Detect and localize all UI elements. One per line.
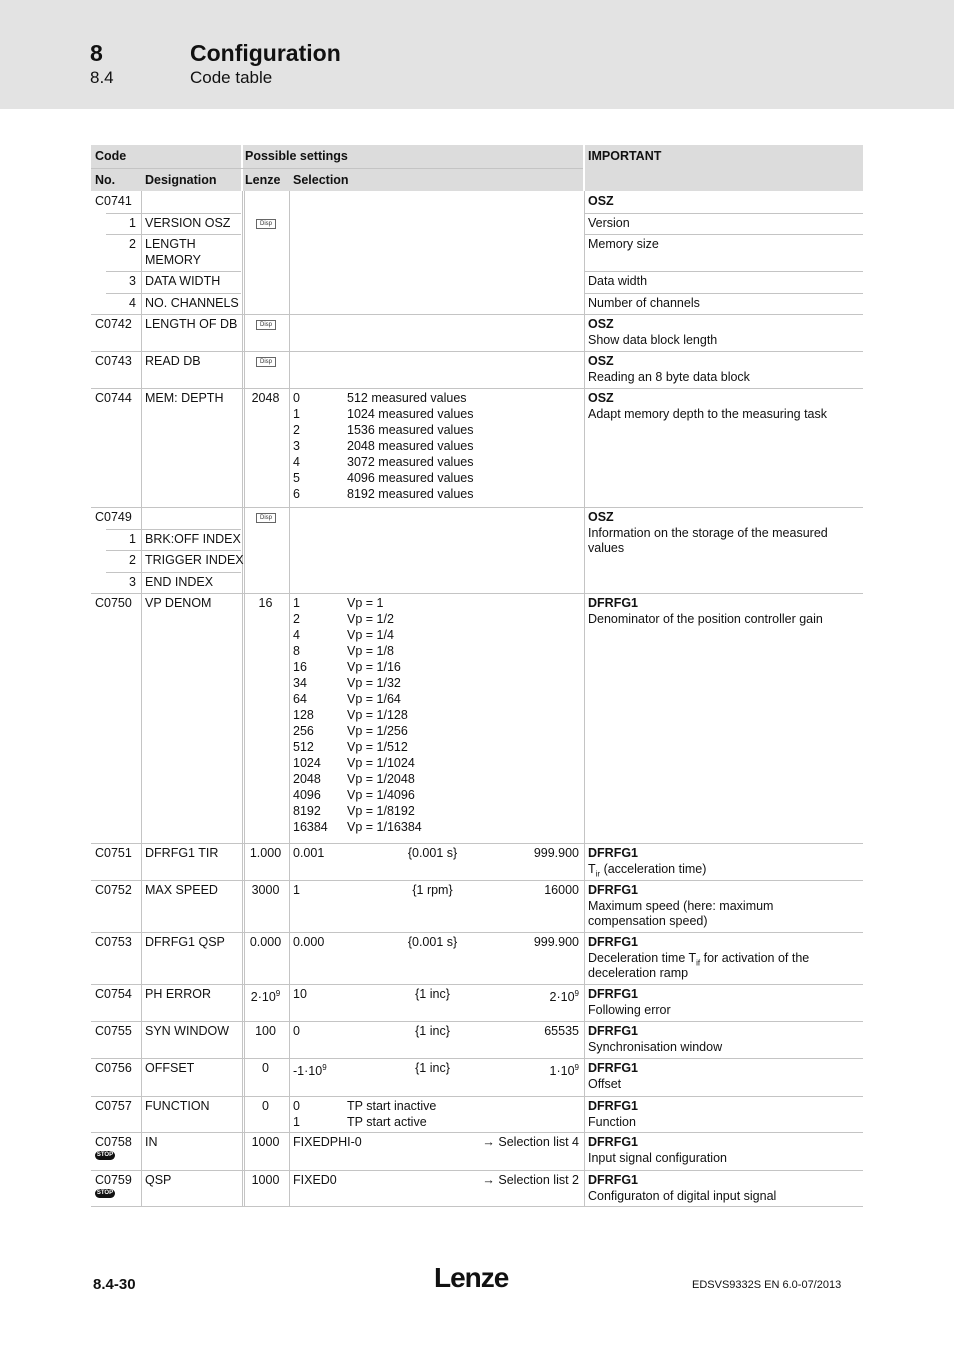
page-number: 8.4-30 (93, 1276, 136, 1293)
option-label: Vp = 1/16 (347, 660, 401, 674)
designation: DFRFG1 TIR (145, 846, 219, 860)
important-text-rest: for activation of the (700, 951, 810, 965)
min-value: 10 (293, 987, 307, 1001)
row-separator (106, 529, 241, 530)
option-value: 1 (293, 407, 300, 421)
option-label: 1536 measured values (347, 423, 474, 437)
lenze-value: 0 (262, 1099, 269, 1113)
range-max (480, 882, 579, 898)
selection-list-link: → Selection list 4 (482, 1135, 579, 1149)
header-important: IMPORTANT (588, 149, 662, 163)
important-text (588, 1076, 621, 1092)
important-subscript: if (696, 958, 701, 968)
option-value: 6 (293, 487, 300, 501)
range-unit: {1 rpm} (412, 883, 453, 897)
range-max (480, 1023, 579, 1039)
code-C0756: C0756 (95, 1061, 132, 1075)
range-max (480, 986, 579, 1005)
row-separator (91, 351, 863, 352)
lenze-value: 16 (258, 596, 273, 610)
range-unit: {1 inc} (415, 1061, 450, 1075)
important-title: DFRFG1 (588, 846, 638, 860)
important-text (588, 1114, 636, 1130)
option-value: 4096 (293, 788, 321, 802)
selection-source: FIXEDPHI-0 (293, 1135, 362, 1149)
option-value: 8 (293, 644, 300, 658)
option-label: Vp = 1/32 (347, 676, 401, 690)
option-label: 512 measured values (347, 391, 467, 405)
min-value: 0.000 (293, 935, 325, 949)
row-separator (91, 1096, 863, 1097)
designation: PH ERROR (145, 987, 211, 1001)
option-label: 1024 measured values (347, 407, 474, 421)
range-min (293, 882, 300, 898)
lenze-default (243, 1172, 288, 1188)
disp-icon: Disp (256, 320, 276, 330)
table-header-divider (91, 168, 583, 169)
max-value: 16000 (544, 883, 579, 897)
designation: IN (145, 1135, 158, 1149)
lenze-default (243, 390, 288, 406)
important-text (588, 611, 823, 627)
designation: END INDEX (145, 575, 214, 589)
max-exponent: 9 (574, 989, 579, 998)
important-text (588, 215, 630, 231)
chapter-number: 8 (90, 40, 103, 66)
important-title: OSZ (588, 354, 614, 368)
option-label: 4096 measured values (347, 471, 474, 485)
important-subscript: ir (595, 869, 601, 879)
important-text-main: Information on the storage of the measured (588, 526, 828, 540)
important-text (588, 898, 773, 914)
designation: NO. CHANNELS (145, 296, 239, 310)
code-C0755: C0755 (95, 1024, 132, 1038)
range-max (480, 1060, 579, 1079)
important-text (588, 273, 647, 289)
important-text-line2: values (588, 541, 625, 555)
min-value: 0.001 (293, 846, 325, 860)
important-title: DFRFG1 (588, 1099, 638, 1113)
important-text (588, 406, 827, 422)
range-min (293, 986, 307, 1002)
option-label: TP start active (347, 1115, 427, 1129)
lenze-value: 2·10 (250, 990, 276, 1005)
row-separator (106, 271, 241, 272)
important-text (588, 1002, 671, 1018)
code-C0742: C0742 (95, 317, 132, 331)
range-unit: {0.001 s} (407, 935, 458, 949)
important-title: DFRFG1 (588, 1173, 638, 1187)
option-value: 16384 (293, 820, 328, 834)
option-label: 8192 measured values (347, 487, 474, 501)
important-text-main: Number of channels (588, 296, 700, 310)
option-value: 4 (293, 628, 300, 642)
option-value: 0 (293, 391, 300, 405)
lenze-value: 2048 (251, 391, 280, 405)
lenze-value: 1000 (251, 1173, 280, 1187)
option-value: 2 (293, 612, 300, 626)
max-value: 2·10 (549, 990, 575, 1005)
lenze-value: 1.000 (249, 846, 282, 860)
range-min (293, 845, 324, 861)
max-value: 999.900 (533, 846, 579, 860)
important-text-main: Input signal configuration (588, 1151, 727, 1165)
designation: FUNCTION (145, 1099, 210, 1113)
lenze-default (243, 845, 288, 861)
table-bottom (91, 1206, 863, 1207)
important-text (588, 1039, 722, 1055)
section-title: Code table (190, 68, 273, 87)
lenze-default (243, 986, 288, 1005)
designation: DFRFG1 QSP (145, 935, 225, 949)
option-label: Vp = 1/1024 (347, 756, 415, 770)
important-title: OSZ (588, 194, 614, 208)
important-title: OSZ (588, 391, 614, 405)
stop-icon: STOP (96, 1152, 114, 1158)
designation: LENGTH (145, 237, 196, 251)
range-max (480, 934, 579, 950)
designation: DATA WIDTH (145, 274, 221, 288)
option-value: 512 (293, 740, 314, 754)
lenze-value: 0 (262, 1061, 269, 1075)
row-separator (91, 880, 863, 881)
option-label: Vp = 1 (347, 596, 384, 610)
lenze-value: 3000 (251, 883, 280, 897)
important-text-main: Data width (588, 274, 648, 288)
sub-number: 1 (129, 216, 136, 230)
column-divider-1 (242, 191, 243, 1206)
sub-number: 1 (129, 532, 136, 546)
option-label: Vp = 1/4096 (347, 788, 415, 802)
designation: VERSION OSZ (145, 216, 231, 230)
sub-number: 4 (129, 296, 136, 310)
row-separator-important (585, 234, 863, 235)
sub-number: 2 (129, 237, 136, 251)
important-text-main: Synchronisation window (588, 1040, 723, 1054)
row-separator (91, 507, 863, 508)
important-text (588, 295, 700, 311)
important-text-main: Deceleration time T (588, 951, 697, 965)
sub-number: 3 (129, 274, 136, 288)
option-value: 8192 (293, 804, 321, 818)
option-value: 64 (293, 692, 307, 706)
important-title: DFRFG1 (588, 1135, 638, 1149)
stop-icon: STOP (96, 1190, 114, 1196)
max-value: 65535 (544, 1024, 579, 1038)
row-separator (91, 1058, 863, 1059)
option-value: 1 (293, 596, 300, 610)
designation: TRIGGER INDEX (145, 553, 244, 567)
range-min (293, 1060, 327, 1079)
row-separator (106, 213, 241, 214)
lenze-value: 1000 (251, 1135, 280, 1149)
row-separator (91, 593, 863, 594)
option-value: 2 (293, 423, 300, 437)
row-separator (106, 293, 241, 294)
option-label: Vp = 1/512 (347, 740, 408, 754)
option-value: 0 (293, 1099, 300, 1113)
option-label: TP start inactive (347, 1099, 437, 1113)
designation: MEM: DEPTH (145, 391, 224, 405)
page-header (0, 0, 954, 109)
important-title: DFRFG1 (588, 596, 638, 610)
header-selection: Selection (293, 173, 349, 187)
designation: VP DENOM (145, 596, 212, 610)
option-value: 4 (293, 455, 300, 469)
important-text-main: Offset (588, 1077, 622, 1091)
option-value: 34 (293, 676, 307, 690)
option-label: Vp = 1/2048 (347, 772, 415, 786)
header-no: No. (95, 173, 116, 187)
row-separator-important (585, 271, 863, 272)
header-code: Code (95, 149, 127, 163)
row-separator (91, 1021, 863, 1022)
lenze-default (243, 1098, 288, 1114)
important-title: OSZ (588, 317, 614, 331)
range-max (480, 845, 579, 861)
option-label: Vp = 1/256 (347, 724, 408, 738)
range-unit: {1 inc} (415, 987, 450, 1001)
option-label: Vp = 1/128 (347, 708, 408, 722)
option-label: Vp = 1/64 (347, 692, 401, 706)
lenze-default (243, 1060, 288, 1076)
important-text (588, 1188, 776, 1204)
document-id: EDSVS9332S EN 6.0-07/2013 (692, 1279, 842, 1291)
option-value: 5 (293, 471, 300, 485)
code-C0758: C0758 (95, 1135, 132, 1149)
designation-line2: MEMORY (145, 253, 202, 267)
important-text-main: Reading an 8 byte data block (588, 370, 750, 384)
lenze-default (243, 1134, 288, 1150)
important-text (588, 332, 717, 348)
header-lenze: Lenze (245, 173, 281, 187)
option-value: 1024 (293, 756, 321, 770)
column-divider-0 (141, 191, 142, 1206)
code-C0744: C0744 (95, 391, 132, 405)
important-text-main: Show data block length (588, 333, 718, 347)
lenze-default (243, 934, 288, 950)
important-text-rest: (acceleration time) (600, 862, 707, 876)
important-text-main: Maximum speed (here: maximum (588, 899, 774, 913)
code-C0759: C0759 (95, 1173, 132, 1187)
designation: SYN WINDOW (145, 1024, 230, 1038)
row-separator (91, 984, 863, 985)
code-C0751: C0751 (95, 846, 132, 860)
min-value: 1 (293, 883, 300, 897)
option-label: Vp = 1/16384 (347, 820, 422, 834)
lenze-default (243, 1023, 288, 1039)
important-title: DFRFG1 (588, 935, 638, 949)
min-value: 0 (293, 1024, 300, 1038)
option-label: Vp = 1/8 (347, 644, 394, 658)
important-text-main: Following error (588, 1003, 671, 1017)
row-separator (91, 314, 863, 315)
range-min (293, 1023, 300, 1039)
column-divider-lenze-left (244, 191, 245, 1206)
chapter-title: Configuration (190, 40, 341, 66)
important-text-line2: deceleration ramp (588, 966, 689, 980)
code-C0749: C0749 (95, 510, 132, 524)
lenze-default (243, 882, 288, 898)
important-title: DFRFG1 (588, 987, 638, 1001)
row-separator (91, 843, 863, 844)
range-unit: {1 inc} (415, 1024, 450, 1038)
important-text-line2: compensation speed) (588, 914, 708, 928)
designation: READ DB (145, 354, 201, 368)
option-value: 3 (293, 439, 300, 453)
row-separator (106, 550, 241, 551)
designation: BRK:OFF INDEX (145, 532, 241, 546)
header-possible-settings: Possible settings (245, 149, 348, 163)
min-value: -1·10 (293, 1064, 323, 1079)
important-text-main: Configuraton of digital input signal (588, 1189, 777, 1203)
code-C0754: C0754 (95, 987, 132, 1001)
important-text (588, 369, 750, 385)
row-separator (91, 1132, 863, 1133)
max-value: 999.900 (533, 935, 579, 949)
option-value: 16 (293, 660, 307, 674)
disp-icon: Disp (256, 219, 276, 229)
option-label: Vp = 1/8192 (347, 804, 415, 818)
range-unit: {0.001 s} (407, 846, 458, 860)
column-divider-3 (584, 191, 585, 1206)
option-label: Vp = 1/4 (347, 628, 394, 642)
important-title: OSZ (588, 510, 614, 524)
min-exponent: 9 (322, 1063, 327, 1072)
important-text-main: Adapt memory depth to the measuring task (588, 407, 828, 421)
lenze-value: 100 (255, 1024, 276, 1038)
designation: OFFSET (145, 1061, 195, 1075)
code-C0757: C0757 (95, 1099, 132, 1113)
row-separator (91, 932, 863, 933)
code-C0750: C0750 (95, 596, 132, 610)
option-label: 2048 measured values (347, 439, 474, 453)
row-separator-important (585, 293, 863, 294)
important-text-main: Memory size (588, 237, 659, 251)
option-value: 128 (293, 708, 314, 722)
important-title: DFRFG1 (588, 883, 638, 897)
lenze-default (243, 595, 288, 611)
designation: QSP (145, 1173, 172, 1187)
section-number: 8.4 (90, 68, 114, 87)
important-title: DFRFG1 (588, 1061, 638, 1075)
disp-icon: Disp (256, 357, 276, 367)
option-label: 3072 measured values (347, 455, 474, 469)
header-designation: Designation (145, 173, 217, 187)
sub-number: 3 (129, 575, 136, 589)
important-text (588, 1150, 727, 1166)
row-separator (106, 572, 241, 573)
important-text-main: T (588, 862, 596, 876)
code-C0753: C0753 (95, 935, 132, 949)
max-exponent: 9 (574, 1063, 579, 1072)
column-divider-2 (289, 191, 290, 1206)
important-text (588, 525, 828, 541)
important-text-main: Version (588, 216, 630, 230)
disp-icon: Disp (256, 513, 276, 523)
important-text (588, 236, 659, 252)
row-separator-important (585, 213, 863, 214)
designation: MAX SPEED (145, 883, 218, 897)
lenze-exponent: 9 (275, 989, 281, 998)
code-C0741: C0741 (95, 194, 132, 208)
selection-source: FIXED0 (293, 1173, 337, 1187)
important-title: DFRFG1 (588, 1024, 638, 1038)
lenze-logo: Lenze (434, 1262, 509, 1293)
important-text-main: Function (588, 1115, 636, 1129)
row-separator (91, 1170, 863, 1171)
code-C0752: C0752 (95, 883, 132, 897)
range-min (293, 934, 324, 950)
option-value: 256 (293, 724, 314, 738)
option-value: 2048 (293, 772, 321, 786)
option-value: 1 (293, 1115, 300, 1129)
code-C0743: C0743 (95, 354, 132, 368)
max-value: 1·10 (549, 1064, 575, 1079)
sub-number: 2 (129, 553, 136, 567)
designation: LENGTH OF DB (145, 317, 238, 331)
option-label: Vp = 1/2 (347, 612, 394, 626)
row-separator (91, 388, 863, 389)
important-text-main: Denominator of the position controller gain (588, 612, 823, 626)
lenze-value: 0.000 (249, 935, 282, 949)
row-separator (106, 234, 241, 235)
selection-list-link: → Selection list 2 (482, 1173, 579, 1187)
